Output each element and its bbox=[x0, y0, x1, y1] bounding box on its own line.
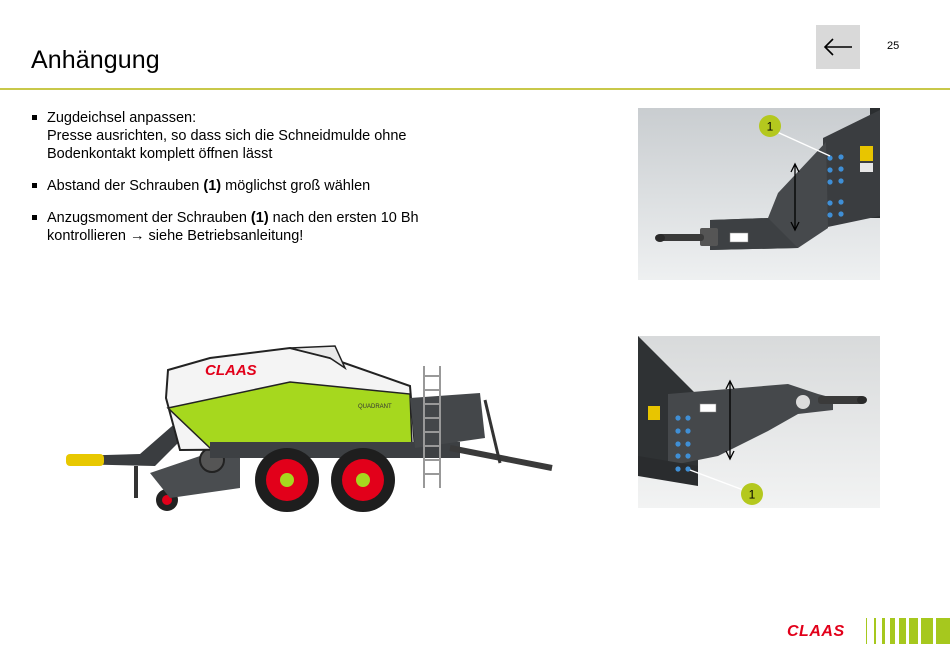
text-segment: Zugdeichsel anpassen: bbox=[47, 110, 197, 126]
bullet-line bbox=[47, 127, 451, 145]
claas-logo bbox=[785, 620, 863, 642]
drawbar-photo-top bbox=[638, 108, 880, 280]
bold-text: (1) bbox=[203, 178, 222, 194]
text-segment: siehe Betriebsanleitung! bbox=[144, 228, 304, 244]
drawbar-photo-bottom bbox=[638, 336, 880, 508]
arrow-right-icon: → bbox=[130, 228, 145, 244]
bullet-item bbox=[31, 177, 451, 195]
page-number: 25 bbox=[887, 40, 900, 52]
text-segment: Bodenkontakt komplett öffnen lässt bbox=[47, 146, 273, 162]
bullet-line bbox=[47, 227, 451, 245]
baler-brand-text: CLAAS bbox=[205, 362, 257, 379]
title-divider bbox=[0, 88, 950, 90]
brand-stripes bbox=[866, 618, 950, 644]
claas-logo-text: CLAAS bbox=[787, 623, 845, 640]
bullet-item bbox=[31, 109, 451, 163]
bullet-item bbox=[31, 209, 451, 245]
bullet-list bbox=[31, 109, 451, 259]
callout-1-label: 1 bbox=[748, 487, 756, 502]
text-segment: kontrollieren bbox=[47, 228, 131, 244]
baler-illustration bbox=[60, 338, 560, 518]
text-segment: Presse ausrichten, so dass sich die Schneidmulde ohne bbox=[47, 128, 407, 144]
bullet-line bbox=[47, 177, 451, 195]
arrow-left-icon bbox=[822, 37, 854, 57]
bullet-line bbox=[47, 109, 451, 127]
back-button[interactable] bbox=[816, 25, 860, 69]
page-title: Anhängung bbox=[31, 46, 160, 74]
bold-text: (1) bbox=[250, 210, 269, 226]
bullet-line bbox=[47, 145, 451, 163]
text-segment: Anzugsmoment der Schrauben bbox=[47, 210, 251, 226]
bullet-line bbox=[47, 209, 451, 227]
text-segment: Abstand der Schrauben bbox=[47, 178, 204, 194]
text-segment: möglichst groß wählen bbox=[221, 178, 371, 194]
callout-1-label: 1 bbox=[766, 119, 774, 134]
baler-model-text: QUADRANT bbox=[358, 404, 392, 410]
text-segment: nach den ersten 10 Bh bbox=[268, 210, 419, 226]
